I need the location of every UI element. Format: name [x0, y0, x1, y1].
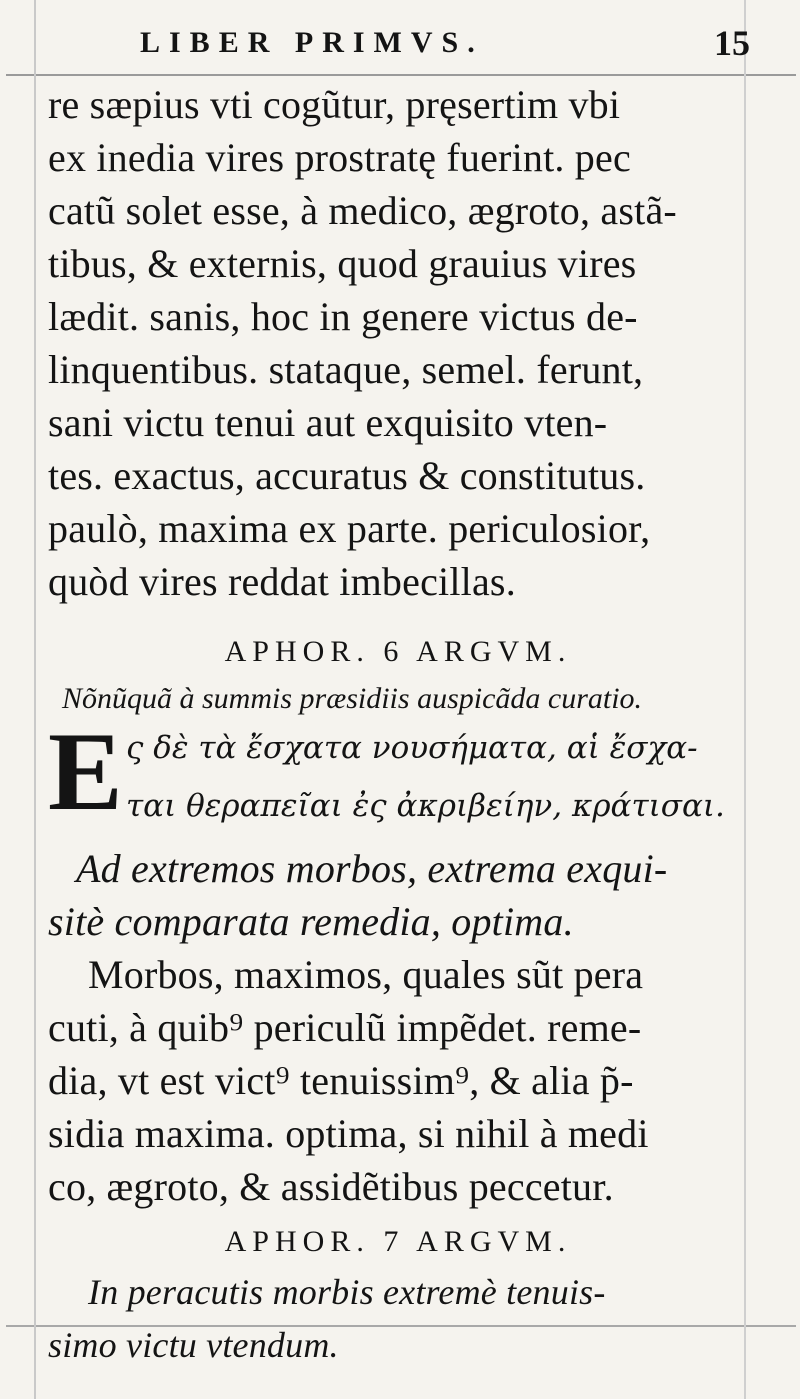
- text-line: quòd vires reddat imbecillas.: [48, 559, 516, 604]
- aphorism-7-argument-line: In peracutis morbis extremè tenuis-: [88, 1272, 606, 1312]
- latin-translation-line: sitè comparata remedia, optima.: [48, 899, 574, 944]
- commentary-line: sidia maxima. optima, si nihil à medi: [48, 1111, 649, 1156]
- greek-aphorism: [48, 710, 748, 842]
- text-line: sani victu tenui aut exquisito vten-: [48, 400, 608, 445]
- aphorism-7: [48, 1218, 748, 1372]
- aphorism-6-argument: Nõnũquã à summis præsidiis auspicãda curatio.: [62, 682, 643, 715]
- text-line: lædit. sanis, hoc in genere victus de-: [48, 294, 638, 339]
- running-head: LIBER PRIMVS.: [140, 26, 484, 59]
- aphorism-7-argument-line: simo victu vtendum.: [48, 1325, 339, 1365]
- text-line: tes. exactus, accuratus & constitutus.: [48, 453, 646, 498]
- greek-line: ται θεραπεῖαι ἐς ἀκριβείην, κράτισαι.: [126, 788, 725, 824]
- commentary-line: co, ægroto, & assidẽtibus peccetur.: [48, 1164, 614, 1209]
- page-header: [140, 22, 750, 63]
- text-line: tibus, & externis, quod grauius vires: [48, 241, 637, 286]
- text-line: catũ solet esse, à medico, ægroto, astã-: [48, 188, 677, 233]
- top-rule: [6, 74, 796, 76]
- greek-line: ς δὲ τὰ ἔσχατα νουσήματα, αἱ ἔσχα-: [126, 730, 698, 766]
- latin-translation-line: Ad extremos morbos, extrema exqui-: [76, 846, 668, 891]
- commentary-line: dia, vt est vict⁹ tenuissim⁹, & alia p̃-: [48, 1058, 634, 1103]
- page-number: 15: [714, 23, 750, 63]
- aphorism-7-heading: APHOR. 7 ARGVM.: [224, 1225, 572, 1258]
- aphorism-6-heading: APHOR. 6 ARGVM.: [224, 635, 572, 668]
- text-line: paulò, maxima ex parte. periculosior,: [48, 506, 651, 551]
- commentary-line: Morbos, maximos, quales sũt pera: [88, 952, 644, 997]
- left-margin-rule: [34, 0, 36, 1399]
- commentary-line: cuti, à quib⁹ periculũ impẽdet. reme-: [48, 1005, 642, 1050]
- aphorism-6: [48, 628, 748, 1213]
- text-line: ex inedia vires prostratę fuerint. pec: [48, 135, 631, 180]
- text-line: linquentibus. stataque, semel. ferunt,: [48, 347, 644, 392]
- commentary-block-1: [48, 78, 748, 608]
- drop-capital: E: [48, 710, 123, 834]
- text-line: re sæpius vti cogũtur, pręsertim vbi: [48, 82, 621, 127]
